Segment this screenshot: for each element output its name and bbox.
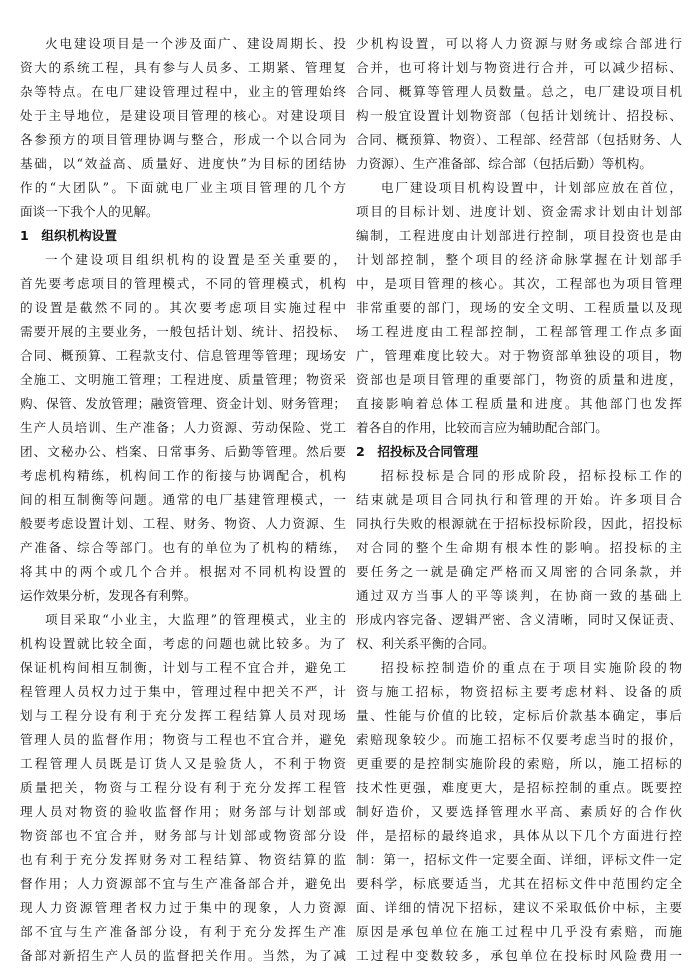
text-line: 面谈一下我个人的见解。: [20, 204, 159, 219]
text-line: 杂等特点。在电厂建设管理过程中，业主的管理始终: [20, 84, 346, 99]
text-line: 制好造价，又要选择管理水平高、素质好的合作伙: [356, 804, 682, 819]
text-line: 工程管理人员既是订货人又是验货人，不利于物资: [20, 756, 346, 771]
text-line: 程管理人员权力过于集中，管理过程中把关不严，计: [20, 684, 346, 699]
text-line: 要科学，标底要适当，尤其在招标文件中范围约定全: [356, 876, 682, 891]
text-line: 项目的目标计划、进度计划、资金需求计划由计划部: [356, 204, 682, 219]
text-line: 力资源）、生产准备部、综合部（包括后勤）等机构。: [356, 156, 652, 171]
text-line: 产准备、综合等部门。也有的单位为了机构的精练，: [20, 540, 346, 555]
text-line: 要任务之一就是确定严格而又周密的合同条款，并: [356, 564, 682, 579]
text-line: 计划部控制，整个项目的经济命脉掌握在计划部手: [356, 252, 682, 267]
text-line: 量、性能与价值的比较，定标后价款基本确定，事后: [356, 708, 682, 723]
section-heading: 2 招投标及合同管理: [356, 444, 479, 459]
text-line: 作的“大团队”。下面就电厂业主项目管理的几个方: [20, 180, 346, 195]
text-line: 机构设置就比较全面，考虑的问题也就比较多。为了: [20, 636, 346, 651]
text-line: 运作效果分析，发现各有利弊。: [20, 588, 197, 603]
text-line: 保证机构间相互制衡，计划与工程不宜合并，避免工: [20, 660, 346, 675]
text-line: 技术性更强，难度更大，是招标控制的重点。既要控: [356, 780, 682, 795]
right-column: [356, 32, 682, 968]
text-line: 督作用；人力资源部不宜与生产准备部合并，避免出: [20, 876, 346, 891]
text-line: 构一般宜设置计划物资部（包括计划统计、招投标、: [356, 108, 682, 123]
text-line: 般要考虑设置计划、工程、财务、物资、人力资源、生: [20, 516, 346, 531]
section-heading: 1 组织机构设置: [20, 228, 117, 243]
text-line: 的设置是截然不同的。其次要考虑项目实施过程中: [20, 300, 346, 315]
text-line: 权、利关系平衡的合同。: [356, 636, 495, 651]
text-line: 质量把关，物资与工程分设有利于充分发挥工程管: [20, 780, 346, 795]
text-line: 考虑机构精练，机构间工作的衔接与协调配合，机构: [20, 468, 346, 483]
text-line: 资与施工招标，物资招标主要考虑材料、设备的质: [356, 684, 682, 699]
text-line: 物资部也不宜合并，财务部与计划部或物资部分设: [20, 828, 346, 843]
text-line: 通过双方当事人的平等谈判，在协商一致的基础上: [356, 588, 682, 603]
text-line: 将其中的两个或几个合并。根据对不同机构设置的: [20, 564, 346, 579]
text-line: 广，管理难度比较大。对于物资部单独设的项目，物: [356, 348, 682, 363]
text-line: 备部对新招生产人员的监督把关作用。当然，为了减: [20, 948, 346, 963]
text-line: 对合同的整个生命期有根本性的影响。招投标的主: [356, 540, 682, 555]
text-line: 理人员对物资的验收监督作用；财务部与计划部或: [20, 804, 346, 819]
text-line: 一个建设项目组织机构的设置是至关重要的，: [45, 252, 346, 267]
text-line: 首先要考虑项目的管理模式，不同的管理模式，机构: [20, 276, 346, 291]
text-line: 项目采取“小业主，大监理”的管理模式，业主的: [45, 612, 346, 627]
text-line: 管理人员的监督作用；物资与工程也不宜合并，避免: [20, 732, 346, 747]
text-line: 划与工程分设有利于充分发挥工程结算人员对现场: [20, 708, 346, 723]
text-line: 非常重要的部门，现场的安全文明、工程质量以及现: [356, 300, 682, 315]
text-line: 也有利于充分发挥财务对工程结算、物资结算的监: [20, 852, 346, 867]
text-line: 编制，工程进度由计划部进行控制，项目投资也是由: [356, 228, 682, 243]
text-line: 场工程进度由工程部控制，工程部管理工作点多面: [356, 324, 682, 339]
text-line: 伴，是招标的最终追求，具体从以下几个方面进行控: [356, 828, 682, 843]
text-line: 火电建设项目是一个涉及面广、建设周期长、投: [45, 36, 346, 51]
text-line: 制：第一，招标文件一定要全面、详细，评标文件一定: [356, 852, 682, 867]
text-line: 处于主导地位，是建设项目管理的核心。对建设项目: [20, 108, 346, 123]
text-line: 中，是项目管理的核心。其次，工程部也为项目管理: [356, 276, 682, 291]
text-line: 原因是承包单位在施工过程中几乎没有索赔，而施: [356, 924, 682, 939]
text-line: 现人力资源管理者权力过于集中的现象，人力资源: [20, 900, 346, 915]
text-line: 资部也是项目管理的重要部门，物资的质量和进度，: [356, 372, 682, 387]
text-line: 合同、概预算、工程款支付、信息管理等管理；现场安: [20, 348, 346, 363]
text-line: 合同、概算等管理人员数量。总之，电厂建设项目机: [356, 84, 682, 99]
text-line: 工过程中变数较多，承包单位在投标时风险费用一: [356, 948, 682, 963]
text-line: 少机构设置，可以将人力资源与财务或综合部进行: [356, 36, 682, 51]
text-line: 基础，以“效益高、质量好、进度快”为目标的团结协: [20, 156, 346, 171]
text-line: 着各自的作用，比较而言应为辅助配合部门。: [356, 420, 608, 435]
text-line: 生产人员培训、生产准备；人力资源、劳动保险、党工: [20, 420, 346, 435]
text-line: 合同、概预算、物资）、工程部、经营部（包括财务、人: [356, 132, 682, 147]
text-line: 索赔现象较少。而施工招标不仅要考虑当时的报价，: [356, 732, 682, 747]
text-line: 形成内容完备、逻辑严密、含义清晰，同时又保证责、: [356, 612, 682, 627]
text-line: 面、详细的情况下招标，建议不采取低价中标，主要: [356, 900, 682, 915]
text-line: 同执行失败的根源就在于招标投标阶段，因此，招投标: [356, 516, 682, 531]
text-line: 团、文秘办公、档案、日常事务、后勤等管理。然后要: [20, 444, 346, 459]
left-column: [20, 32, 346, 968]
text-line: 各参预方的项目管理协调与整合，形成一个以合同为: [20, 132, 346, 147]
text-line: 全施工、文明施工管理；工程进度、质量管理；物资采: [20, 372, 346, 387]
text-line: 部不宜与生产准备部分设，有利于充分发挥生产准: [20, 924, 346, 939]
text-line: 直接影响着总体工程质量和进度。其他部门也发挥: [356, 396, 682, 411]
text-line: 更重要的是控制实施阶段的索赔，所以，施工招标的: [356, 756, 682, 771]
text-line: 合并，也可将计划与物资进行合并，可以减少招标、: [356, 60, 682, 75]
text-line: 电厂建设项目机构设置中，计划部应放在首位，: [381, 180, 682, 195]
text-line: 需要开展的主要业务，一般包括计划、统计、招投标、: [20, 324, 346, 339]
text-line: 招投标控制造价的重点在于项目实施阶段的物: [381, 660, 682, 675]
text-line: 结束就是项目合同执行和管理的开始。许多项目合: [356, 492, 682, 507]
text-line: 间的相互制衡等问题。通常的电厂基建管理模式，一: [20, 492, 346, 507]
text-line: 购、保管、发放管理；融资管理、资金计划、财务管理；: [20, 396, 346, 411]
text-line: 资大的系统工程，具有参与人员多、工期紧、管理复: [20, 60, 346, 75]
text-line: 招标投标是合同的形成阶段，招标投标工作的: [381, 468, 682, 483]
